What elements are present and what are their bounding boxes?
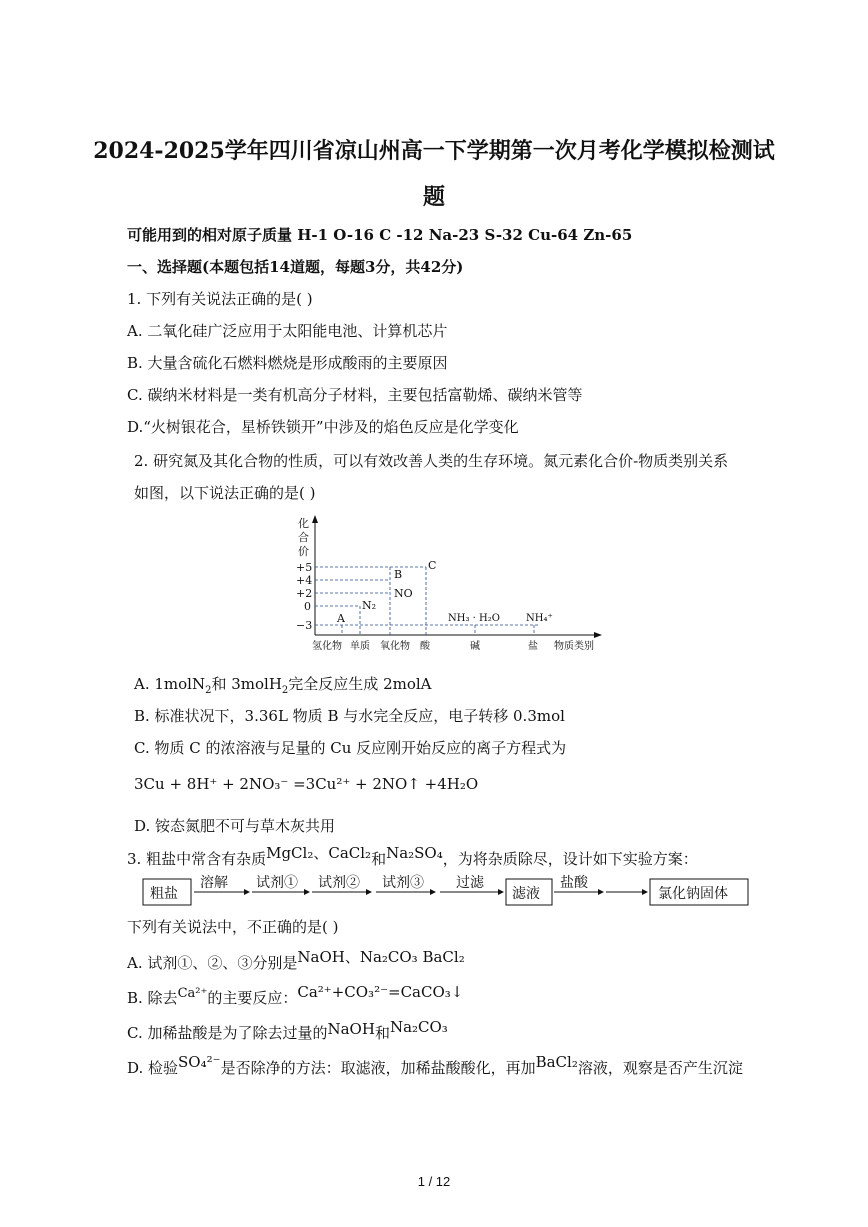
y-label-char-2: 合 [298, 531, 309, 544]
x-axis-arrow [594, 632, 602, 638]
x-axis-label: 物质类别 [554, 641, 594, 652]
q1-option-c: C. 碳纳米材料是一类有机高分子材料，主要包括富勒烯、碳纳米管等 [127, 386, 583, 404]
y-tick-plus2: +2 [296, 587, 313, 600]
q2-option-d: D. 铵态氮肥不可与草木灰共用 [134, 817, 336, 835]
step-reagent-3: 试剂③ [382, 875, 424, 891]
y-tick-zero: 0 [304, 600, 311, 613]
q2-stem-2: 如图，以下说法正确的是( ) [134, 484, 316, 502]
section-heading: 一、选择题(本题包括14道题，每题3分，共42分) [127, 258, 464, 276]
title-line-2: 题 [422, 184, 445, 210]
valence-diagram [290, 515, 610, 655]
point-c: C [428, 559, 437, 572]
title-line-1: 2024-2025学年四川省凉山州高一下学期第一次月考化学模拟检测试 [93, 138, 775, 164]
atomic-masses: 可能用到的相对原子质量 H-1 O-16 C -12 Na-23 S-32 Cu-64 Zn-65 [127, 226, 633, 244]
q3-option-a: A. 试剂①、②、③分别是NaOH、Na₂CO₃ BaCl₂ [127, 948, 465, 972]
y-axis-arrow [312, 515, 318, 523]
x-tick-salt: 盐 [528, 641, 538, 652]
process-flow [140, 874, 752, 912]
q1-option-a: A. 二氧化硅广泛应用于太阳能电池、计算机芯片 [127, 322, 448, 340]
point-n2: N₂ [362, 599, 377, 612]
q2-option-a: A. 1molN$_2$和 3molH$_2$完全反应生成 2molA [134, 675, 432, 696]
q3-question: 下列有关说法中，不正确的是( ) [127, 918, 339, 936]
q1-option-d: D.“火树银花合，星桥铁锁开”中涉及的焰色反应是化学变化 [127, 418, 519, 436]
q2-option-b: B. 标准状况下，3.36L 物质 B 与水完全反应，电子转移 0.3mol [134, 707, 565, 725]
flow-filtrate: 滤液 [512, 886, 540, 902]
page-number: 1 / 12 [417, 1174, 451, 1189]
flow-end: 氯化钠固体 [658, 886, 728, 902]
q3-option-d: D. 检验SO₄²⁻是否除净的方法：取滤液，加稀盐酸酸化，再加BaCl₂溶液，观察是否产生沉淀 [127, 1053, 743, 1077]
point-a: A [337, 612, 345, 625]
q1-option-b: B. 大量含硫化石燃料燃烧是形成酸雨的主要原因 [127, 354, 448, 372]
flow-start: 粗盐 [150, 886, 178, 902]
step-reagent-1: 试剂① [256, 875, 298, 891]
x-tick-hydride: 氢化物 [312, 641, 342, 652]
q2-equation: 3Cu + 8H⁺ + 2NO₃⁻ =3Cu²⁺ + 2NO↑ +4H₂O [134, 775, 479, 793]
step-hcl: 盐酸 [560, 875, 588, 891]
point-nh3h2o: NH₃ · H₂O [448, 613, 500, 624]
x-tick-oxide: 氧化物 [380, 641, 410, 652]
y-label-char-3: 价 [298, 545, 309, 558]
q3-stem: 3. 粗盐中常含有杂质MgCl₂、CaCl₂和Na₂SO₄，为将杂质除尽，设计如下实验方案： [127, 844, 698, 868]
x-tick-element: 单质 [350, 641, 370, 652]
y-tick-minus3: −3 [296, 619, 313, 632]
q2-stem-1: 2. 研究氮及其化合物的性质，可以有效改善人类的生存环境。氮元素化合价-物质类别关系 [134, 452, 729, 470]
x-tick-acid: 酸 [420, 641, 430, 652]
y-label-char-1: 化 [298, 517, 309, 530]
q1-stem: 1. 下列有关说法正确的是( ) [127, 290, 313, 308]
step-reagent-2: 试剂② [318, 875, 360, 891]
point-no: NO [394, 587, 413, 600]
step-filter: 过滤 [456, 875, 484, 891]
q3-option-b: B. 除去Ca²⁺的主要反应：Ca²⁺+CO₃²⁻=CaCO₃↓ [127, 983, 464, 1007]
point-b: B [394, 568, 403, 581]
point-nh4: NH₄⁺ [526, 613, 553, 624]
y-tick-plus5: +5 [296, 561, 313, 574]
y-tick-plus4: +4 [296, 574, 313, 587]
x-tick-base: 碱 [470, 641, 480, 652]
q2-option-c: C. 物质 C 的浓溶液与足量的 Cu 反应刚开始反应的离子方程式为 [134, 739, 567, 757]
step-dissolve: 溶解 [200, 875, 228, 891]
q3-option-c: C. 加稀盐酸是为了除去过量的NaOH和Na₂CO₃ [127, 1018, 448, 1042]
